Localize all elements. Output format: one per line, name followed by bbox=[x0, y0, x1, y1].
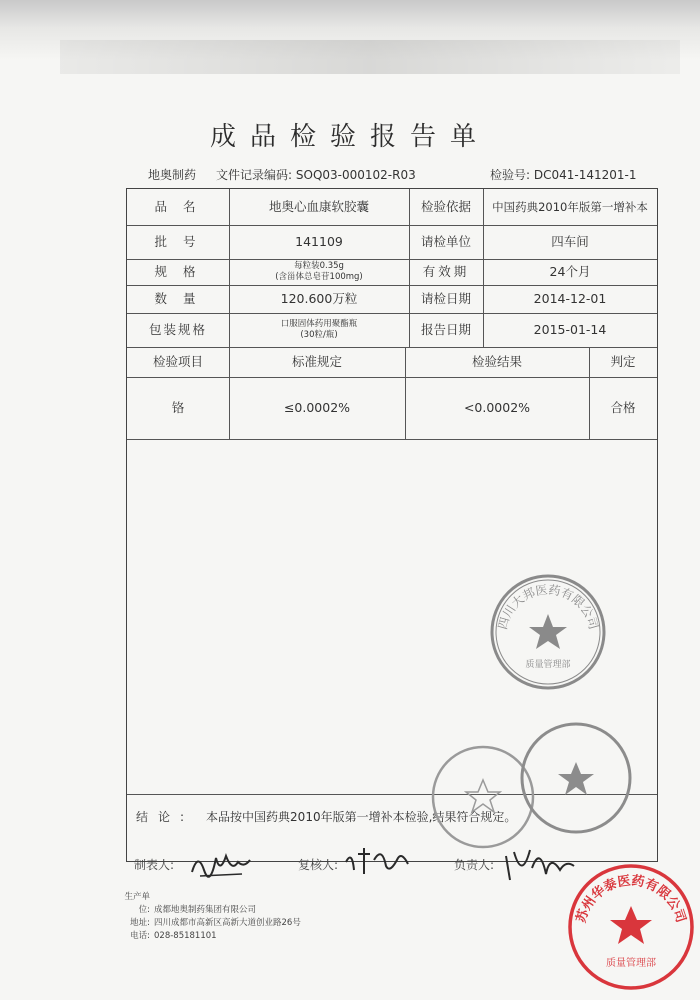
inspection-no-label: 检验号: bbox=[490, 168, 531, 182]
requesting-unit: 四车间 bbox=[551, 234, 589, 250]
seal-red-subtext: 质量管理部 bbox=[606, 958, 656, 969]
inspection-no-line bbox=[490, 166, 637, 183]
quantity: 120.600万粒 bbox=[280, 291, 358, 307]
test-item: 铬 bbox=[171, 400, 185, 416]
packaging-line-2: (30粒/瓶) bbox=[300, 330, 338, 340]
packaging bbox=[229, 313, 409, 347]
phone-label: 电话: bbox=[130, 931, 150, 941]
footer bbox=[118, 891, 301, 943]
validity-label: 有效期 bbox=[422, 264, 470, 280]
producer: 成都地奥制药集团有限公司 bbox=[154, 905, 257, 915]
conclusion-label: 结论: bbox=[136, 810, 195, 824]
col-judgement-header: 判定 bbox=[610, 354, 636, 370]
product-name-label: 品 名 bbox=[154, 199, 202, 215]
file-record-line bbox=[148, 166, 416, 183]
file-record-label: 文件记录编码: bbox=[216, 168, 293, 182]
address: 四川成都市高新区高新大道创业路26号 bbox=[154, 918, 301, 928]
spec-line-2: (含甾体总皂苷100mg) bbox=[275, 272, 363, 282]
phone: 028-85181101 bbox=[154, 931, 217, 941]
test-result: <0.0002% bbox=[463, 400, 531, 416]
company-short: 地奥制药 bbox=[148, 168, 197, 182]
request-date: 2014-12-01 bbox=[533, 291, 607, 307]
request-date-label: 请检日期 bbox=[420, 291, 471, 307]
conclusion-text: 本品按中国药典2010年版第一增补本检验,结果符合规定。 bbox=[206, 810, 517, 824]
footer-phone-row bbox=[118, 930, 301, 943]
spec-label: 规 格 bbox=[154, 264, 202, 280]
address-label: 地址: bbox=[130, 918, 150, 928]
prepared-by-label: 制表人: bbox=[134, 858, 175, 872]
svg-text:质量管理部: 质量管理部 bbox=[525, 660, 571, 670]
col-result-header: 检验结果 bbox=[471, 354, 522, 370]
table-rule bbox=[127, 439, 657, 440]
basis-label: 检验依据 bbox=[420, 199, 471, 215]
validity: 24个月 bbox=[549, 264, 591, 280]
company-seal-red bbox=[566, 862, 696, 992]
spec-line-1: 每粒装0.35g bbox=[294, 260, 344, 271]
col-standard-header: 标准规定 bbox=[291, 354, 342, 370]
packaging-line-1: 口服固体药用聚酯瓶 bbox=[280, 318, 358, 329]
signature-reviewer bbox=[342, 840, 412, 884]
inspection-no: DC041-141201-1 bbox=[533, 168, 637, 182]
svg-text:四川大邦医药有限公司: 四川大邦医药有限公司 bbox=[495, 582, 601, 631]
footer-producer-row bbox=[118, 891, 301, 917]
test-judgement: 合格 bbox=[610, 400, 636, 416]
reviewed-by-label: 复核人: bbox=[298, 858, 339, 872]
batch-label: 批 号 bbox=[154, 234, 202, 250]
responsible-label: 负责人: bbox=[454, 858, 495, 872]
test-standard: ≤0.0002% bbox=[283, 400, 351, 416]
document-title: 成品检验报告单 bbox=[209, 122, 490, 152]
basis: 中国药典2010年版第一增补本 bbox=[492, 199, 648, 214]
report-date-label: 报告日期 bbox=[420, 322, 471, 338]
batch: 141109 bbox=[295, 234, 343, 250]
report-date: 2015-01-14 bbox=[533, 322, 607, 338]
spec bbox=[229, 259, 409, 285]
seal-red-text: 苏州华泰医药有限公司 bbox=[573, 873, 689, 925]
footer-address-row bbox=[118, 917, 301, 930]
packaging-label: 包装规格 bbox=[148, 322, 207, 338]
file-record-code: SOQ03-000102-R03 bbox=[295, 168, 416, 182]
requesting-unit-label: 请检单位 bbox=[420, 234, 471, 250]
faded-seal bbox=[516, 718, 636, 838]
scan-smudge bbox=[60, 40, 680, 74]
company-seal-gray bbox=[488, 572, 608, 692]
quantity-label: 数 量 bbox=[154, 291, 202, 307]
product-name: 地奥心血康软胶囊 bbox=[268, 199, 369, 215]
producer-label: 生产单位: bbox=[124, 892, 150, 915]
signature-prepared bbox=[186, 844, 256, 884]
col-item-header: 检验项目 bbox=[152, 354, 203, 370]
